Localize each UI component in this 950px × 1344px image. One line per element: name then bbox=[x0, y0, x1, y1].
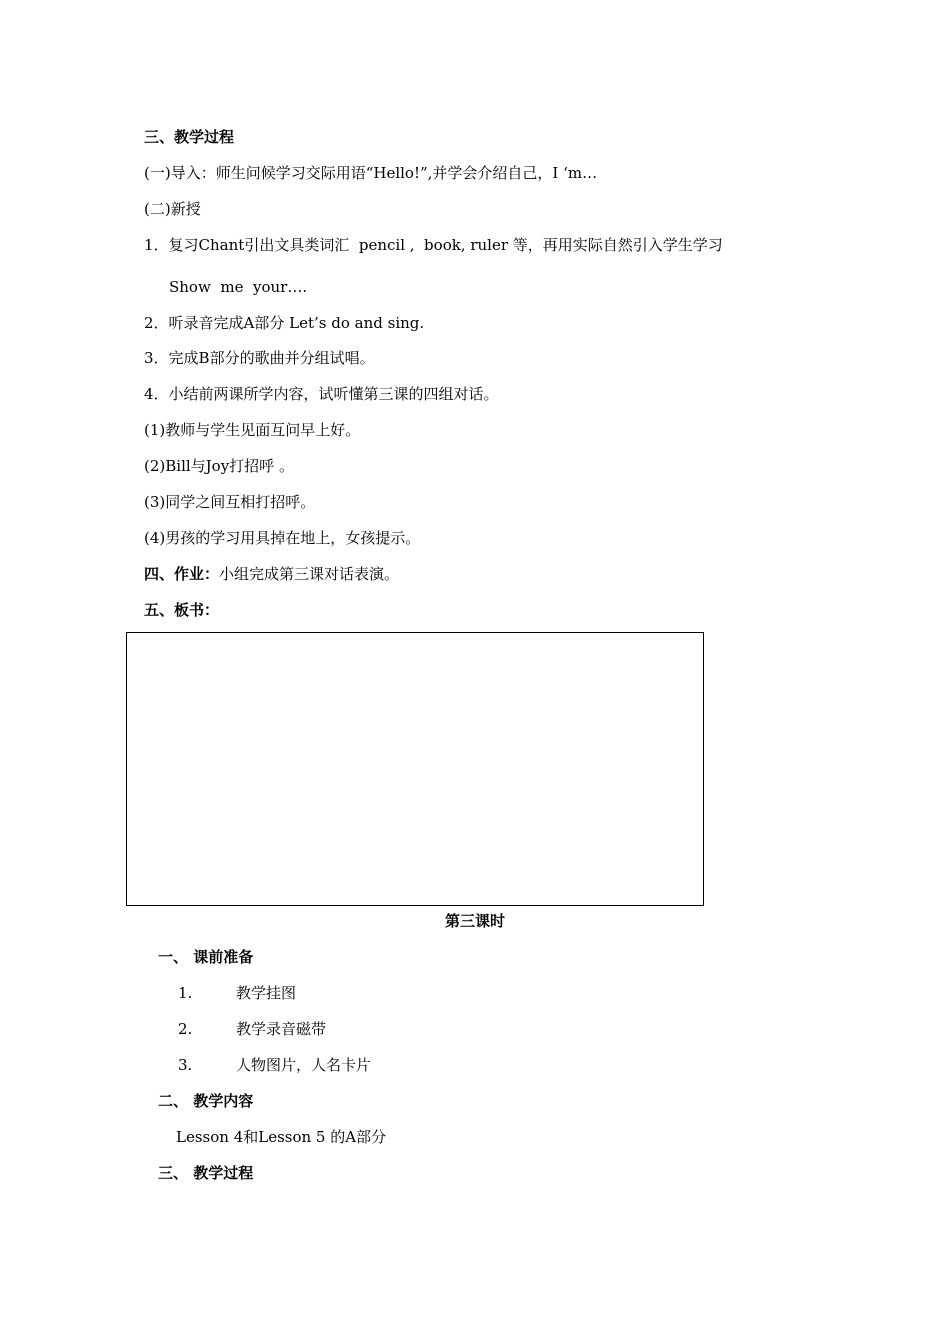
dialogue-3: (3)同学之间互相打招呼。 bbox=[144, 493, 316, 511]
prep-item-number: 1. bbox=[178, 984, 193, 1002]
section-heading-process: 三、教学过程 bbox=[144, 128, 235, 146]
dialogue-4: (4)男孩的学习用具掉在地上，女孩提示。 bbox=[144, 529, 421, 547]
step-4-text: 4．小结前两课所学内容，试听懂第三课的四组对话。 bbox=[144, 385, 499, 403]
prep-item bbox=[178, 1019, 326, 1039]
homework-label: 四、作业： bbox=[144, 565, 220, 583]
prep-item-number: 2. bbox=[178, 1020, 193, 1038]
prep-item-number: 3. bbox=[178, 1056, 193, 1074]
prep-item-text: 教学录音磁带 bbox=[236, 1020, 327, 1038]
dialogue-1: (1)教师与学生见面互问早上好。 bbox=[144, 421, 361, 439]
content-text: Lesson 4和Lesson 5 的A部分 bbox=[176, 1128, 387, 1146]
prep-item-text: 人物图片，人名卡片 bbox=[236, 1056, 372, 1074]
new-teaching-label: (二)新授 bbox=[144, 200, 201, 218]
step-3-text: 3．完成B部分的歌曲并分组试唱。 bbox=[144, 349, 375, 367]
homework-line bbox=[144, 564, 399, 584]
dialogue-2: (2)Bill与Joy打招呼 。 bbox=[144, 457, 294, 475]
prep-item-text: 教学挂图 bbox=[236, 984, 297, 1002]
blackboard-box bbox=[126, 632, 704, 906]
lesson-3-title: 第三课时 bbox=[444, 912, 505, 930]
prep-item bbox=[178, 983, 296, 1003]
prep-heading: 一、 课前准备 bbox=[158, 948, 254, 966]
blackboard-label: 五、板书： bbox=[144, 601, 220, 619]
intro-paragraph: (一)导入：师生问候学习交际用语“Hello!”,并学会介绍自己，I ‘m… bbox=[144, 164, 598, 182]
prep-item bbox=[178, 1055, 371, 1075]
step-1-continuation: Show me your…. bbox=[169, 278, 308, 296]
homework-text: 小组完成第三课对话表演。 bbox=[219, 565, 400, 583]
content-heading: 二、 教学内容 bbox=[158, 1092, 254, 1110]
step-1-text: 1．复习Chant引出文具类词汇 pencil , book, ruler 等，再用实际自然引入学生学习 bbox=[144, 236, 723, 254]
process-heading: 三、 教学过程 bbox=[158, 1164, 254, 1182]
step-2-text: 2．听录音完成A部分 Let’s do and sing. bbox=[144, 314, 425, 332]
